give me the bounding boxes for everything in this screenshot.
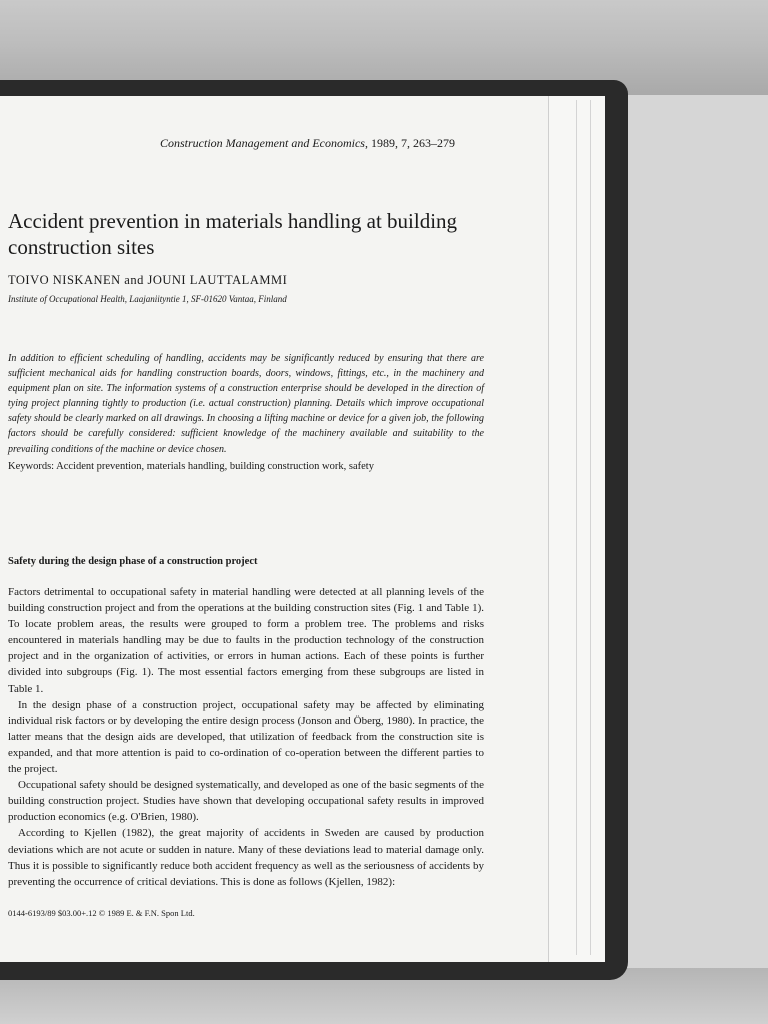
section-heading: Safety during the design phase of a construction project (8, 556, 258, 567)
running-head (160, 136, 490, 151)
article-authors: TOIVO NISKANEN and JOUNI LAUTTALAMMI (8, 273, 288, 287)
journal-name: Construction Management and Economics (160, 136, 365, 150)
paragraph: According to Kjellen (1982), the great majority of accidents in Sweden are caused by production deviations which are not acute or sudden in nature. Many of these deviations lead to material damage only. Thus it is possible to significantly reduce both accident frequency as well as the seriousness of accidents by preventing the occurrence of critical deviations. This is done as follows (Kjellen, 1982): (8, 827, 484, 888)
keywords: Keywords: Accident prevention, materials handling, building construction work, safety (8, 461, 374, 472)
margin-rule (590, 100, 591, 955)
article-title: Accident prevention in materials handling at building construction sites (8, 209, 458, 259)
section-body (8, 584, 484, 890)
paragraph: Factors detrimental to occupational safety in material handling were detected at all planning levels of the building construction project and from the operations at the building construction sites (Fig. 1 and Table 1). To locate problem areas, the results were grouped to form a problem tree. The problems and risks encountered in materials handling may be due to faults in the production technology of the construction project and in the organization of activities, or errors in human actions. Each of these points is further divided into subgroups (Fig. 1). The most essential factors emerging from these subgroups are listed in Table 1. (8, 586, 484, 695)
paragraph: Occupational safety should be designed systematically, and developed as one of the basic segments of the building construction project. Studies have shown that developing occupational safety results in improved production economics (e.g. O'Brien, 1980). (8, 779, 484, 824)
abstract: In addition to efficient scheduling of handling, accidents may be significantly reduced by ensuring that there are sufficient mechanical aids for handling construction boards, doors, windows, fittings, etc., in the machinery and equipment plan on site. The information systems of a construction enterprise should be developed in the direction of tying project planning tightly to production (i.e. actual construction) planning. Details which improve occupational safety should be clearly marked on all drawings. In choosing a lifting machine or device for a given job, the following factors should be carefully considered: sufficient knowledge of the machinery available and suitability to the prevailing conditions of the machine or device chosen. (8, 353, 484, 455)
journal-citation: , 1989, 7, 263–279 (364, 136, 455, 150)
copyright-footer: 0144-6193/89 $03.00+.12 © 1989 E. & F.N. Spon Ltd. (8, 908, 195, 918)
author-affiliation: Institute of Occupational Health, Laajaniityntie 1, SF-01620 Vantaa, Finland (8, 294, 287, 304)
margin-rule (576, 100, 577, 955)
paragraph: In the design phase of a construction project, occupational safety may be affected by eliminating individual risk factors or by developing the entire design process (Jonson and Öberg, 1980). In practice, the latter means that the design aids are developed, that utilization of feedback from the construction site is expanded, and that more attention is paid to co-ordination of co-operation between the different parties to the project. (8, 698, 484, 776)
